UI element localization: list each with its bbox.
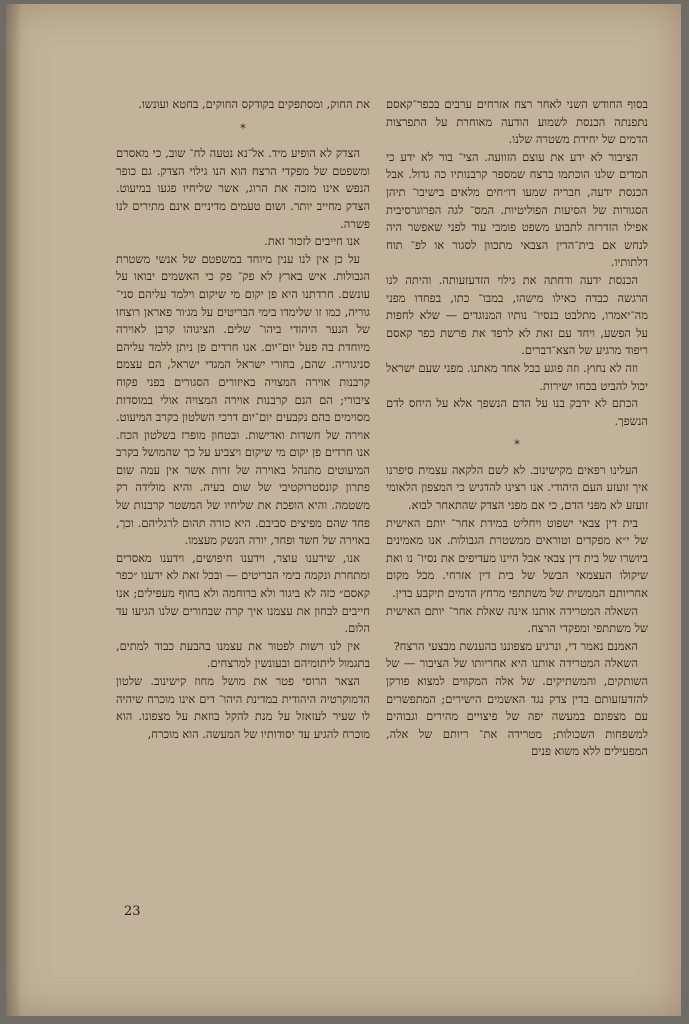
paragraph: הכתם לא ידבק בנו על הדם הנשפך אלא על היחס לדם הנשפך. bbox=[386, 396, 648, 428]
page bbox=[6, 4, 681, 1016]
paragraph: הצאר הרוסי פטר את מושל מחוז קישינוב. שלטון הדמוקרטיה היהודית במדינת היהו־ דים אינו מוכרח שיהיה לו שעיר לעזאזל על מנת להקל בוזאת על מצפונו. הוא מוכרח להגיע עד יסודותיו של המעשה. הוא מוכרח, bbox=[116, 674, 370, 741]
page-number: 23 bbox=[124, 904, 141, 919]
right-column bbox=[386, 96, 648, 761]
left-column bbox=[116, 96, 370, 743]
paragraph: בסוף החודש השני לאחר רצח אזרחים ערבים בכפר־קאסם נתפנתה הכנסת לשמוע הודעה מאוחרת על התפרצות הדמים של יחידת משטרה שלנו. bbox=[386, 97, 648, 147]
paragraph: השאלה המטרידה אותנו היא אחריותו של הציבור — של השותקים, והמשתיקים. של אלה המקווים למצוא פורקן להזדעזעותם בדין צדק נגד האשמים הישירים; המתפשרים עם מצפונם במעשה יפה של פיצויים מהירים וגבוהים למשפחות השכולות; מטרידה את־ ריותם של אלה, המפעילים ללא משוא פנים bbox=[386, 656, 648, 759]
paragraph: אנו חייבים לזכור זאת. bbox=[264, 234, 360, 249]
paragraph: הכנסת ידעה ודחתה את גילוי הזדעזעותה. והיתה לנו הרגשה כבדה כאילו מישהו, במבו־ כתו, בפחדו מפני מה־יאמרו, מתלבט בנסיו־ נותיו המנוגדים — שלא לחפות על הפשע, ויחד עם זאת לא לרפד את פרשת כפר קאסם ריפוד מרגיע של הצא־דברים. bbox=[386, 272, 648, 358]
paragraph: על כן אין לנו ענין מיוחד במשפטם של אנשי משטרת הגבולות. איש בארץ לא פק־ פק כי האשמים יבואו על עונשם. חרדתנו היא פן יקום מי שיקום וילמד עליהם סני־ גוריה, כמו זו שלימדו בימי הבריטים על מג׳ור פאראן רוצחו של הנער היהודי ביהו־ שלים. הציגוהו קרבן לאוירה מיוחדת בה פעל יום־יום. אנו חרדים פן ניתן ללמד עליהם סניגוריה. שהם, בחורי ישראל המגדי ישראל, הם עצמם קרבנות אוירה המצויה באיזורים הסגורים בפני פקוח ציבורי; הם הנם קרבנות אוירה המצויה אולי במוסדות מסוימים בהם נקבעים יום־יום דרכי השלטון בקרב המיעוט. אוירה של חשדות ואדישות. ובטחון מופרז בשלטון הכח. אנו חרדים פן יקום מי שיקום ויצביע על כך שהמושל בקרב המיעוטים מתנהל באוירה של זרות אשר אין עמה שום פתרון קונסטרוקטיבי של שום בעיה. והיא מולידה רק משטמה. והיא הופכת את שליחיו של המשטר קרבנות של פחד שהם מפיצים סביבם. היא כורה תהום לרגליהם. וכך, באוירה של חשד ופחד, יורה הנשק מעצמו. bbox=[116, 251, 370, 548]
paragraph: בית דין צבאי ישפוט ויחליט במידת אחר־ יותם האישית של י״א מפקדים וטוראים ממשטרת הגבולות. אנו מאמינים ביושרו של בית דין צבאי אבל היינו מעדיפים את נסיו־ נו ואת שיקולו העצמאי הבשל של בית דין אזרחי. מכל מקום אחריותם הממשית של משתתפי מרחץ הדמים תיקבע בדין. bbox=[386, 515, 648, 601]
paragraph: הצדק לא הופיע מיד. אל־נא נטעה לח־ שוב, כי מאסרם ומשפטם של מפקדי הרצח הוא הנו גילוי הצדק. גם כופר הנפש אינו מזכה את הרוג, אשר שליחיו פגעו במיעוט. הצדק מחייב יותר. ושום טעמים מדיניים אינם מתירים לנו פשרה. bbox=[116, 146, 370, 231]
paragraph: השאלה המטרידה אותנו אינה שאלת אחר־ יותם האישית של משתתפי ומפקדי הרצח. bbox=[386, 603, 648, 636]
paragraph: האמנם נאמר די, ונרגיע מצפוננו בהענשת מבצעי הרצח? bbox=[393, 638, 638, 653]
paragraph: אין לנו רשות לפטור את עצמנו בהבעת כבוד למתים, בתגמול ליתומיהם ובעונשין למרצחים. bbox=[116, 638, 370, 671]
binding-shadow bbox=[6, 4, 22, 1016]
paragraph: את החוק, ומסתפקים בקודקס החוקים, בחטא ועונשו. bbox=[138, 97, 370, 111]
paragraph: העלינו רפאים מקישינוב. לא לשם הלקאה עצמית סיפרנו איך זועזע העם היהודי. אנו רצינו להדגיש כי המצפון הלאומי זועזע לא מפני הדם, כי אם מפני הצדק שהתאחר לבוא. bbox=[386, 462, 648, 513]
paragraph: אנו, שידענו עוצר, וידענו חיפושים, וידענו מאסרים ומתחרת ונקמה בימי הבריטים — ובכל זאת לא ידענו ״כפר קאסם״ כזה לא ביגור ולא ברוחמה ולא בחוף מעפילים; אנו חייבים לבחון את עצמנו איך קרה שבחורים שלנו הגיעו עד הלום. bbox=[116, 550, 370, 636]
paragraph: הציבור לא ידע את עוצם הזוועה. הצי־ בור לא ידע כי המדים שלנו הוכתמו ברצח שמספר קרבנותיו כה גדול. אבל הכנסת ידעה, חבריה שמעו דו״חים מלאים בישיבו־ תיהן הסגורות של הסיעות הפוליטיות. המס־ לגה הפרוגרסיבית אפילו הזדרזה לתבוע משפט פומבי עוד לפני שאפשר היה לנחש אם בית־הדין הצבאי מתכוון לסגור או לפ־ תוח דלתותיו. bbox=[386, 149, 648, 270]
section-separator: * bbox=[514, 438, 520, 452]
paragraph: וזה לא נחוץ. וזה פוגע בכל אחד מאתנו. מפני שעם ישראל יכול להביט בכחו ישירות. bbox=[386, 360, 648, 393]
section-separator: * bbox=[240, 121, 246, 135]
